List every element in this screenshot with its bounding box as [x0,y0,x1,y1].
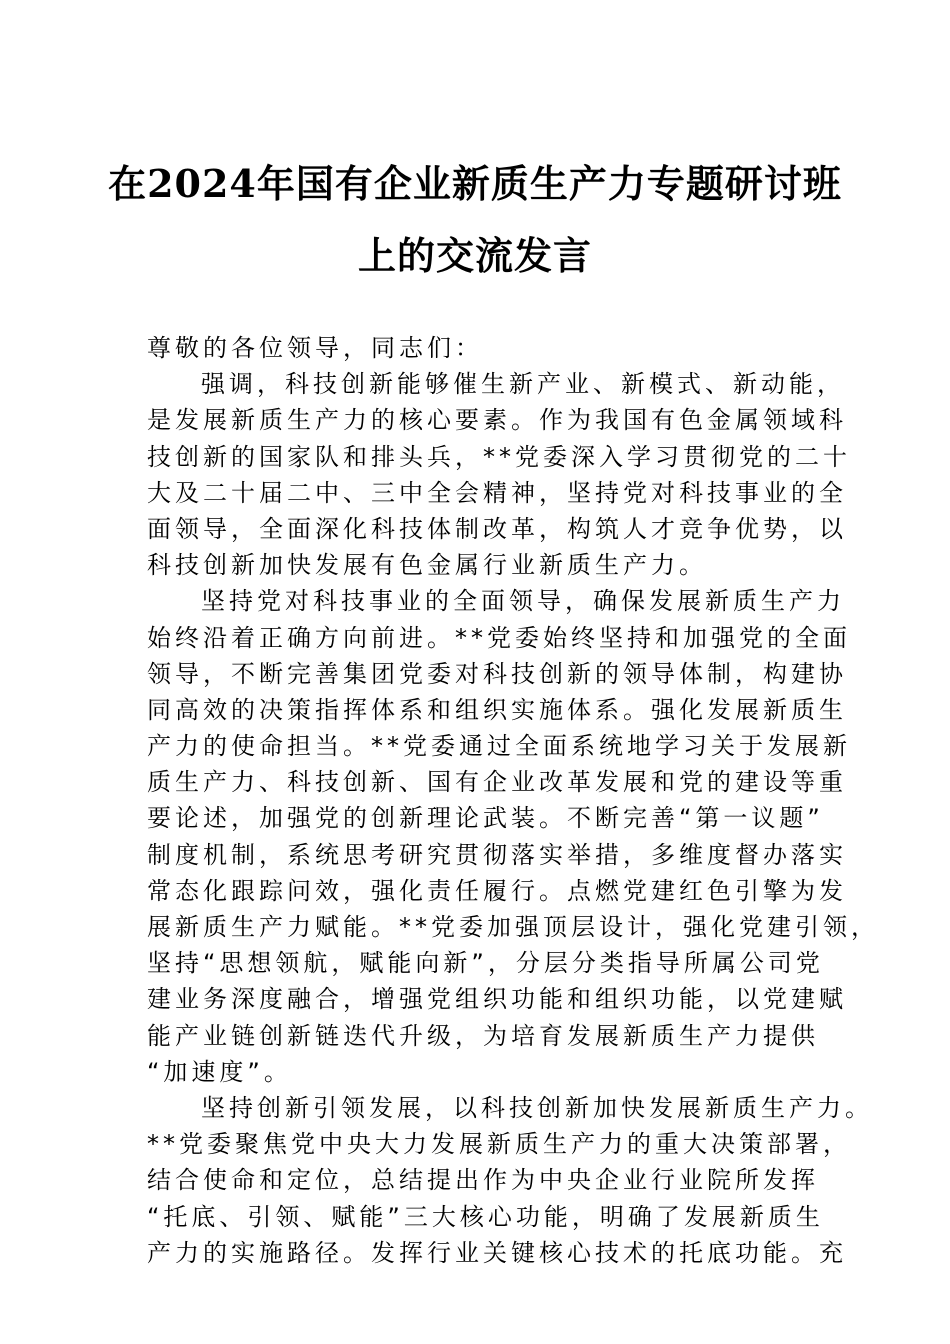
paragraph-1-line: 面领导，全面深化科技体制改革，构筑人才竞争优势，以 [147,514,847,543]
paragraph-2-line: 同高效的决策指挥体系和组织实施体系。强化发展新质生 [147,695,847,724]
paragraph-2-line: 建业务深度融合，增强党组织功能和组织功能，以党建赋 [147,985,847,1014]
paragraph-2-line: 坚持“思想领航，赋能向新”，分层分类指导所属公司党 [147,949,824,978]
document-body [147,330,879,1271]
paragraph-2-line: 始终沿着正确方向前进。**党委始终坚持和加强党的全面 [147,623,851,652]
document-title-line-1: 在2024年国有企业新质生产力专题研讨班 [108,161,842,206]
paragraph-3-line: 坚持创新引领发展，以科技创新加快发展新质生产力。 [201,1093,873,1122]
paragraph-2-line: 常态化跟踪问效，强化责任履行。点燃党建红色引擎为发 [147,876,847,905]
paragraph-3-line: “托底、引领、赋能”三大核心功能，明确了发展新质生 [147,1202,824,1231]
paragraph-2-line: 质生产力、科技创新、国有企业改革发展和党的建设等重 [147,768,847,797]
paragraph-2-line: 展新质生产力赋能。**党委加强顶层设计，强化党建引领， [147,913,879,941]
paragraph-3-line: **党委聚焦党中央大力发展新质生产力的重大决策部署， [147,1130,851,1159]
paragraph-2-line: 能产业链创新链迭代升级，为培育发展新质生产力提供 [147,1021,819,1050]
paragraph-1-line: 科技创新加快发展有色金属行业新质生产力。 [147,551,707,580]
paragraph-2-line: 领导，不断完善集团党委对科技创新的领导体制，构建协 [147,659,847,688]
paragraph-1-line: 技创新的国家队和排头兵，**党委深入学习贯彻党的二十 [147,442,851,471]
paragraph-3-line: 产力的实施路径。发挥行业关键核心技术的托底功能。充 [147,1238,847,1267]
paragraph-2-line: 坚持党对科技事业的全面领导，确保发展新质生产力 [201,587,845,616]
salutation: 尊敬的各位领导，同志们： [147,334,483,362]
paragraph-1-line: 大及二十届二中、三中全会精神，坚持党对科技事业的全 [147,478,847,507]
paragraph-2-line: 要论述，加强党的创新理论武装。不断完善“第一议题” [147,804,824,833]
paragraph-1-line: 强调，科技创新能够催生新产业、新模式、新动能， [201,370,845,399]
paragraph-3-line: 结合使命和定位，总结提出作为中央企业行业院所发挥 [147,1166,819,1195]
paragraph-2-line: 产力的使命担当。**党委通过全面系统地学习关于发展新 [147,732,851,761]
paragraph-1-line: 是发展新质生产力的核心要素。作为我国有色金属领域科 [147,406,847,435]
document-title-line-2: 上的交流发言 [357,233,592,278]
paragraph-2-line: “加速度”。 [147,1057,292,1086]
paragraph-2-line: 制度机制，系统思考研究贯彻落实举措，多维度督办落实 [147,840,847,869]
